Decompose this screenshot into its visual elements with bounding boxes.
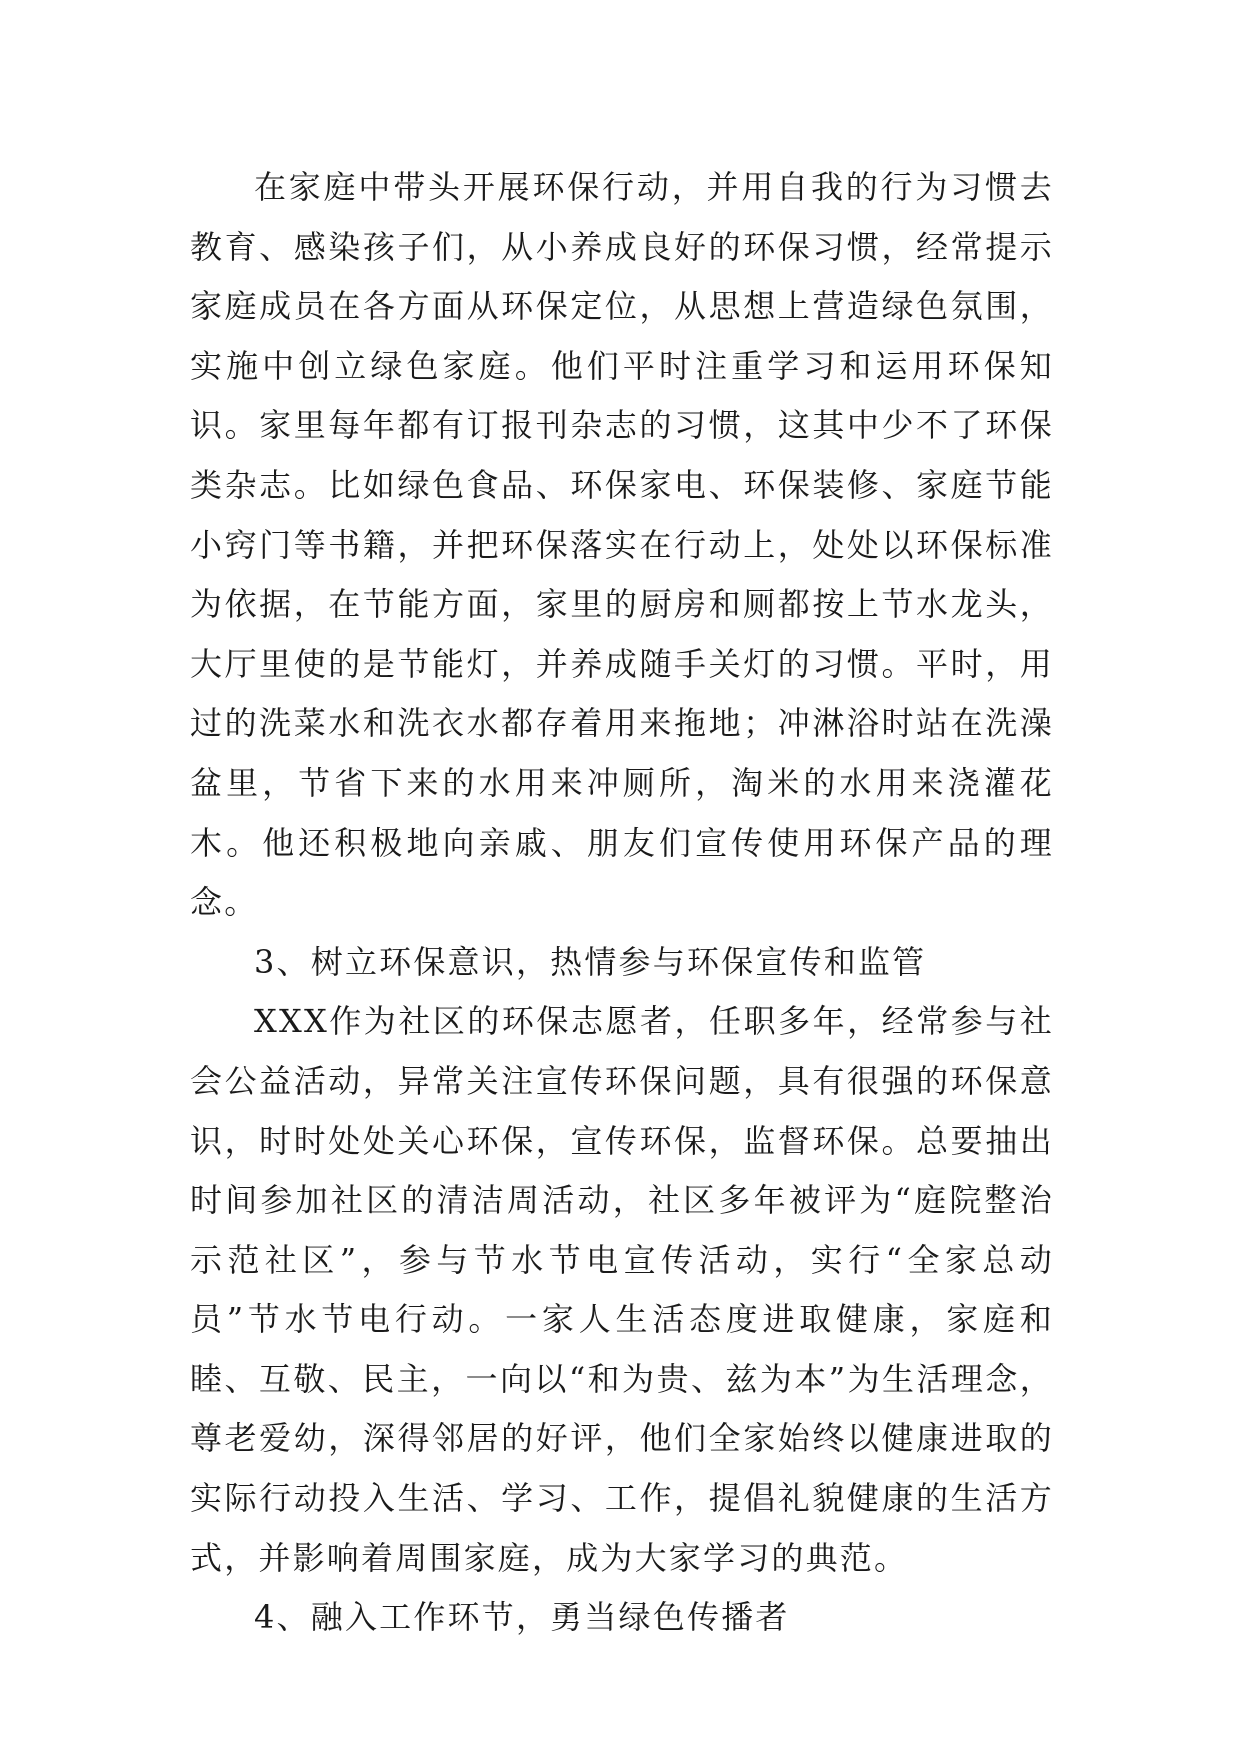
section-heading-4: 4、融入工作环节，勇当绿色传播者	[254, 1598, 790, 1637]
paragraph-volunteer: XXX作为社区的环保志愿者，任职多年，经常参与社会公益活动，异常关注宣传环保问题，具有很强的环保意识，时时处处关心环保，宣传环保，监督环保。总要抽出时间参加社区的清洁周活动，社区多年被评为“庭院整治示范社区”，参与节水节电宣传活动，实行“全家总动员”节水节电行动。一家人生活态度进取健康，家庭和睦、互敬、民主，一向以“和为贵、兹为本”为生活理念，尊老爱幼，深得邻居的好评，他们全家始终以健康进取的实际行动投入生活、学习、工作，提倡礼貌健康的生活方式，并影响着周围家庭，成为大家学习的典范。	[190, 1002, 1054, 1577]
document-body	[190, 158, 1054, 1648]
section-heading-3: 3、树立环保意识，热情参与环保宣传和监管	[254, 942, 927, 981]
paragraph-green-family: 在家庭中带头开展环保行动，并用自我的行为习惯去教育、感染孩子们，从小养成良好的环保习惯，经常提示家庭成员在各方面从环保定位，从思想上营造绿色氛围，实施中创立绿色家庭。他们平时注重学习和运用环保知识。家里每年都有订报刊杂志的习惯，这其中少不了环保类杂志。比如绿色食品、环保家电、环保装修、家庭节能小窍门等书籍，并把环保落实在行动上，处处以环保标准为依据，在节能方面，家里的厨房和厕都按上节水龙头，大厅里使的是节能灯，并养成随手关灯的习惯。平时，用过的洗菜水和洗衣水都存着用来拖地；冲淋浴时站在洗澡盆里，节省下来的水用来冲厕所，淘米的水用来浇灌花木。他还积极地向亲戚、朋友们宣传使用环保产品的理念。	[190, 168, 1054, 922]
